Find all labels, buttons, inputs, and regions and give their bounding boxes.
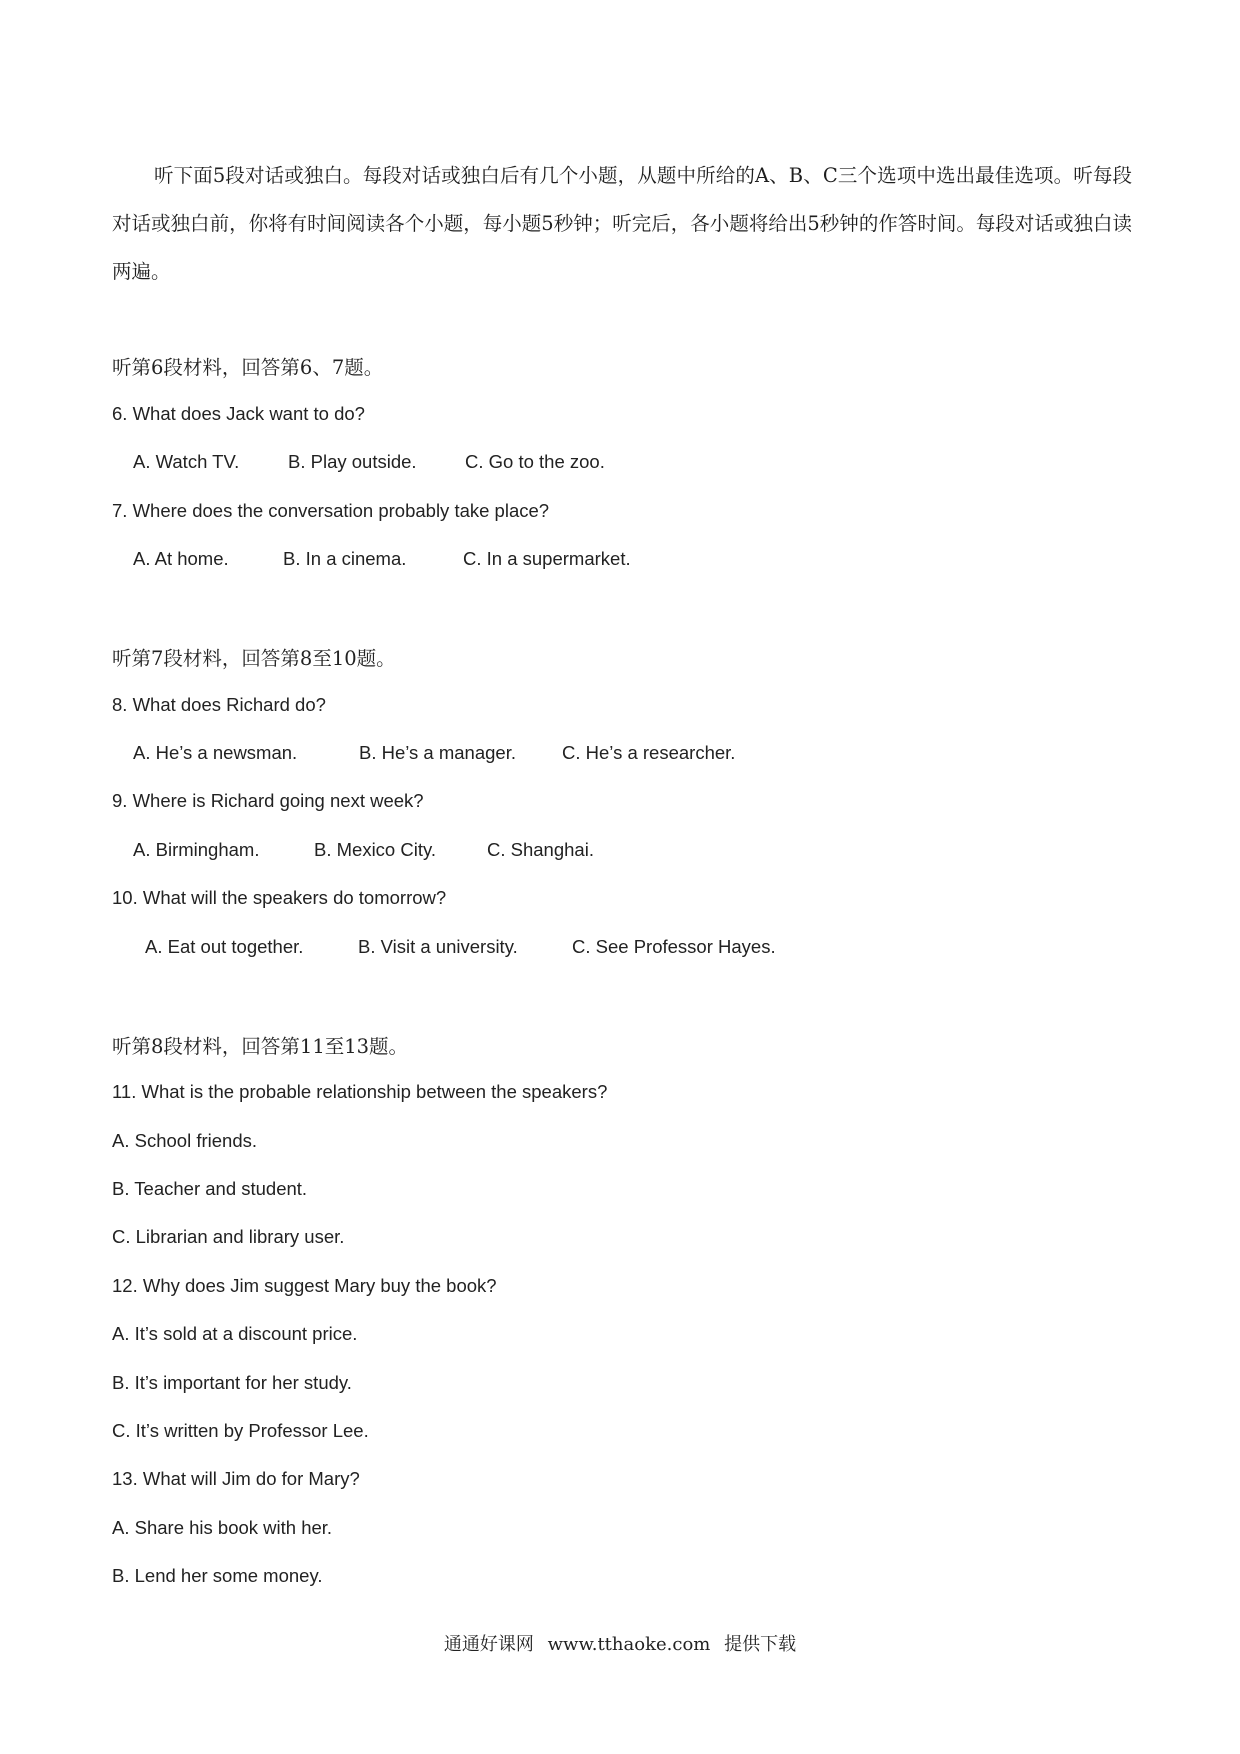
option: C. Shanghai. (487, 839, 594, 860)
instructions-text: 听下面5段对话或独白。每段对话或独白后有几个小题，从题中所给的A、B、C三个选项中选出最佳选项。听每段对话或独白前，你将有时间阅读各个小题，每小题5秒钟；听完后，各小题将给出5秒钟的作答时间。每段对话或独白读两遍。 (112, 164, 1132, 283)
section-heading: 听第7段材料，回答第8至10题。 (112, 647, 396, 670)
option: A. Birmingham. (133, 839, 260, 860)
option: C. In a supermarket. (463, 548, 631, 569)
question-stem: 8. What does Richard do? (112, 694, 326, 715)
option: C. Go to the zoo. (465, 451, 605, 472)
option: A. It’s sold at a discount price. (112, 1323, 358, 1344)
option: A. He’s a newsman. (133, 742, 298, 763)
option: B. Lend her some money. (112, 1565, 323, 1586)
section-heading: 听第8段材料，回答第11至13题。 (112, 1035, 409, 1058)
question-stem: 7. Where does the conversation probably take place? (112, 500, 550, 521)
option: B. Play outside. (288, 451, 417, 472)
option: B. In a cinema. (283, 548, 407, 569)
question-stem: 10. What will the speakers do tomorrow? (112, 887, 447, 908)
question-stem: 12. Why does Jim suggest Mary buy the book? (112, 1275, 497, 1296)
option: C. See Professor Hayes. (572, 936, 776, 957)
option: C. Librarian and library user. (112, 1226, 345, 1247)
section-heading: 听第6段材料，回答第6、7题。 (112, 356, 384, 379)
footer-url[interactable]: www.tthaoke.com (547, 1634, 711, 1655)
option: A. Watch TV. (133, 451, 240, 472)
footer-suffix: 提供下载 (724, 1634, 797, 1655)
question-stem: 6. What does Jack want to do? (112, 403, 365, 424)
option: B. Visit a university. (358, 936, 518, 957)
option: A. At home. (133, 548, 229, 569)
instructions (112, 152, 1132, 296)
option: A. Eat out together. (145, 936, 304, 957)
footer-site-name: 通通好课网 (443, 1634, 534, 1655)
question-stem: 13. What will Jim do for Mary? (112, 1468, 360, 1489)
option: B. It’s important for her study. (112, 1372, 352, 1393)
question-stem: 9. Where is Richard going next week? (112, 790, 424, 811)
option: C. It’s written by Professor Lee. (112, 1420, 369, 1441)
option: B. Teacher and student. (112, 1178, 308, 1199)
option: C. He’s a researcher. (562, 742, 736, 763)
page-footer (0, 1630, 1240, 1656)
option: A. School friends. (112, 1130, 257, 1151)
option: A. Share his book with her. (112, 1517, 333, 1538)
option: B. Mexico City. (314, 839, 436, 860)
option: B. He’s a manager. (359, 742, 516, 763)
question-stem: 11. What is the probable relationship between the speakers? (112, 1081, 608, 1102)
